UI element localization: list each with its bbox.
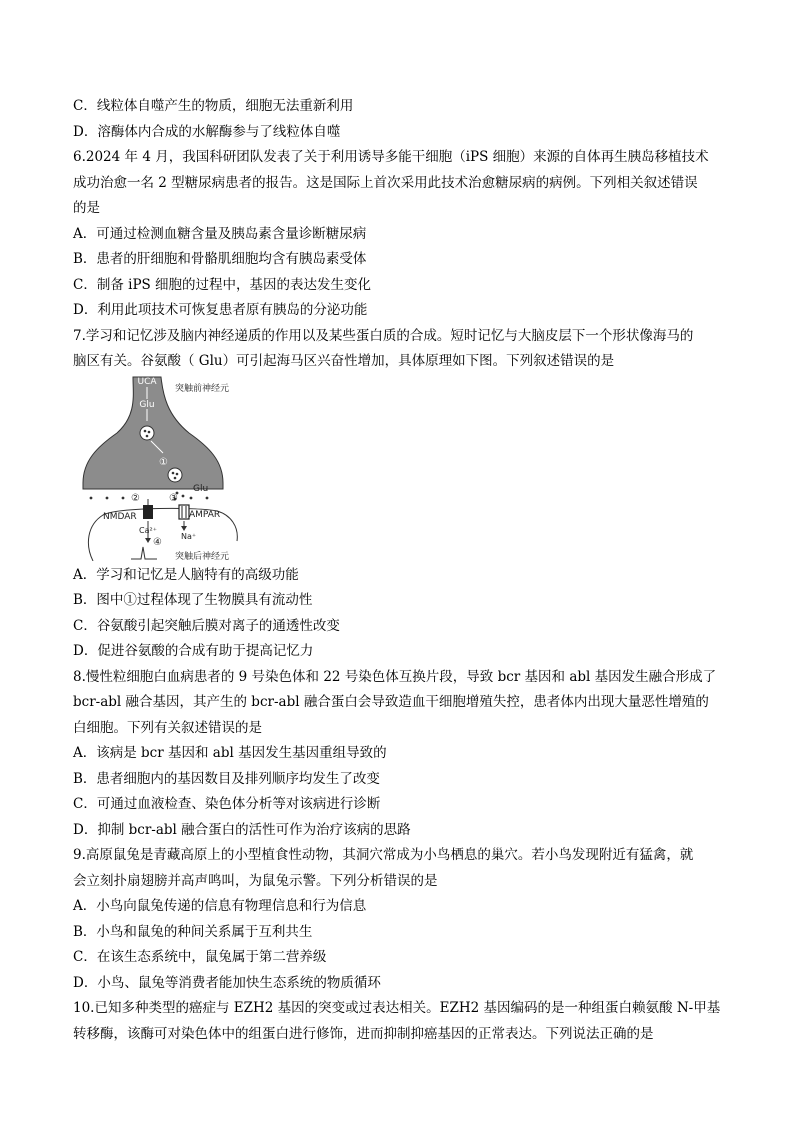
question-8-stem: bcr-abl 融合基因，其产生的 bcr-abl 融合蛋白会导致造血干细胞增殖失控，患者体内出现大量恶性增殖的 — [73, 694, 709, 710]
option-d: D．促进谷氨酸的合成有助于提高记忆力 — [73, 643, 314, 659]
calcium-label: Ca²⁺ — [139, 525, 157, 535]
glu-molecules — [90, 491, 209, 500]
nmdar-receptor — [143, 505, 153, 519]
option-c: C．谷氨酸引起突触后膜对离子的通透性改变 — [73, 617, 340, 634]
question-9-stem: 会立刻扑扇翅膀并高声鸣叫，为鼠兔示警。下列分析错误的是 — [73, 872, 438, 889]
text-line: C．线粒体自噬产生的物质，细胞无法重新利用 — [73, 98, 354, 114]
option-c: C．制备 iPS 细胞的过程中，基因的表达发生变化 — [73, 276, 372, 293]
option-d: D．小鸟、鼠兔等消费者能加快生态系统的物质循环 — [73, 974, 381, 991]
question-9-stem: 9.高原鼠兔是青藏高原上的小型植食性动物，其洞穴常成为小鸟栖息的巢穴。若小鸟发现附近有猛禽，就 — [73, 847, 694, 863]
step-3-label: ③ — [169, 492, 178, 504]
question-10-stem: 10.已知多种类型的癌症与 EZH2 基因的突变或过表达相关。EZH2 基因编码的是一种组蛋白赖氨酸 N-甲基 — [73, 1000, 721, 1016]
synapse-figure — [73, 375, 733, 563]
presynaptic-neuron-label: 突触前神经元 — [175, 383, 230, 394]
option-b: B．患者的肝细胞和骨骼肌细胞均含有胰岛素受体 — [73, 251, 367, 267]
option-b: B．图中①过程体现了生物膜具有流动性 — [73, 592, 313, 608]
question-7-stem: 7.学习和记忆涉及脑内神经递质的作用以及某些蛋白质的合成。短时记忆与大脑皮层下一个形状像海马的 — [73, 327, 694, 344]
option-a: A．该病是 bcr 基因和 abl 基因发生基因重组导致的 — [73, 745, 387, 761]
question-8-stem: 8.慢性粒细胞白血病患者的 9 号染色体和 22 号染色体互换片段，导致 bcr 基因和 abl 基因发生融合形成了 — [73, 668, 717, 685]
question-10-stem: 转移酶，该酶可对染色体中的组蛋白进行修饰，进而抑制抑癌基因的正常表达。下列说法正确的是 — [73, 1025, 654, 1042]
vesicle — [140, 426, 154, 440]
question-6-stem: 的是 — [73, 200, 100, 216]
glu-label-side: Glu — [193, 483, 209, 494]
step-4-label: ④ — [153, 536, 162, 548]
option-b: B．小鸟和鼠兔的种间关系属于互利共生 — [73, 923, 313, 940]
option-c: C．在该生态系统中，鼠兔属于第二营养级 — [73, 949, 327, 965]
glu-label-top: Glu — [139, 399, 155, 410]
nmdar-label: NMDAR — [103, 511, 137, 522]
step-2-label: ② — [131, 492, 140, 504]
question-6-stem: 6.2024 年 4 月，我国科研团队发表了关于利用诱导多能干细胞（iPS 细胞）来源的自体再生胰岛移植技术 — [73, 149, 709, 165]
option-d: D．抑制 bcr-abl 融合蛋白的活性可作为治疗该病的思路 — [73, 821, 411, 838]
ampar-receptor — [179, 505, 189, 519]
text-line: D．溶酶体内合成的水解酶参与了线粒体自噬 — [73, 123, 341, 140]
option-b: B．患者细胞内的基因数目及排列顺序均发生了改变 — [73, 770, 380, 787]
ampar-label: AMPAR — [189, 509, 221, 520]
option-a: A．学习和记忆是人脑特有的高级功能 — [73, 566, 299, 583]
sodium-label: Na⁺ — [181, 531, 197, 541]
question-8-stem: 白细胞。下列有关叙述错误的是 — [73, 719, 262, 736]
uca-label: UCA — [137, 376, 157, 387]
step-1-label: ① — [159, 456, 168, 468]
postsynaptic-neuron-label: 突触后神经元 — [175, 551, 230, 561]
fusing-vesicle — [168, 468, 182, 482]
option-a: A．可通过检测血糖含量及胰岛素含量诊断糖尿病 — [73, 225, 367, 242]
document-content — [73, 94, 733, 1047]
synapse-diagram — [79, 375, 249, 561]
action-potential-trace — [131, 547, 157, 559]
option-a: A．小鸟向鼠兔传递的信息有物理信息和行为信息 — [73, 898, 367, 914]
option-c: C．可通过血液检查、染色体分析等对该病进行诊断 — [73, 796, 381, 812]
question-7-stem: 脑区有关。谷氨酸（ Glu）可引起海马区兴奋性增加，具体原理如下图。下列叙述错误的是 — [73, 353, 615, 369]
question-6-stem: 成功治愈一名 2 型糖尿病患者的报告。这是国际上首次采用此技术治愈糖尿病的病例。下列相关叙述错误 — [73, 174, 698, 191]
option-d: D．利用此项技术可恢复患者原有胰岛的分泌功能 — [73, 302, 368, 318]
